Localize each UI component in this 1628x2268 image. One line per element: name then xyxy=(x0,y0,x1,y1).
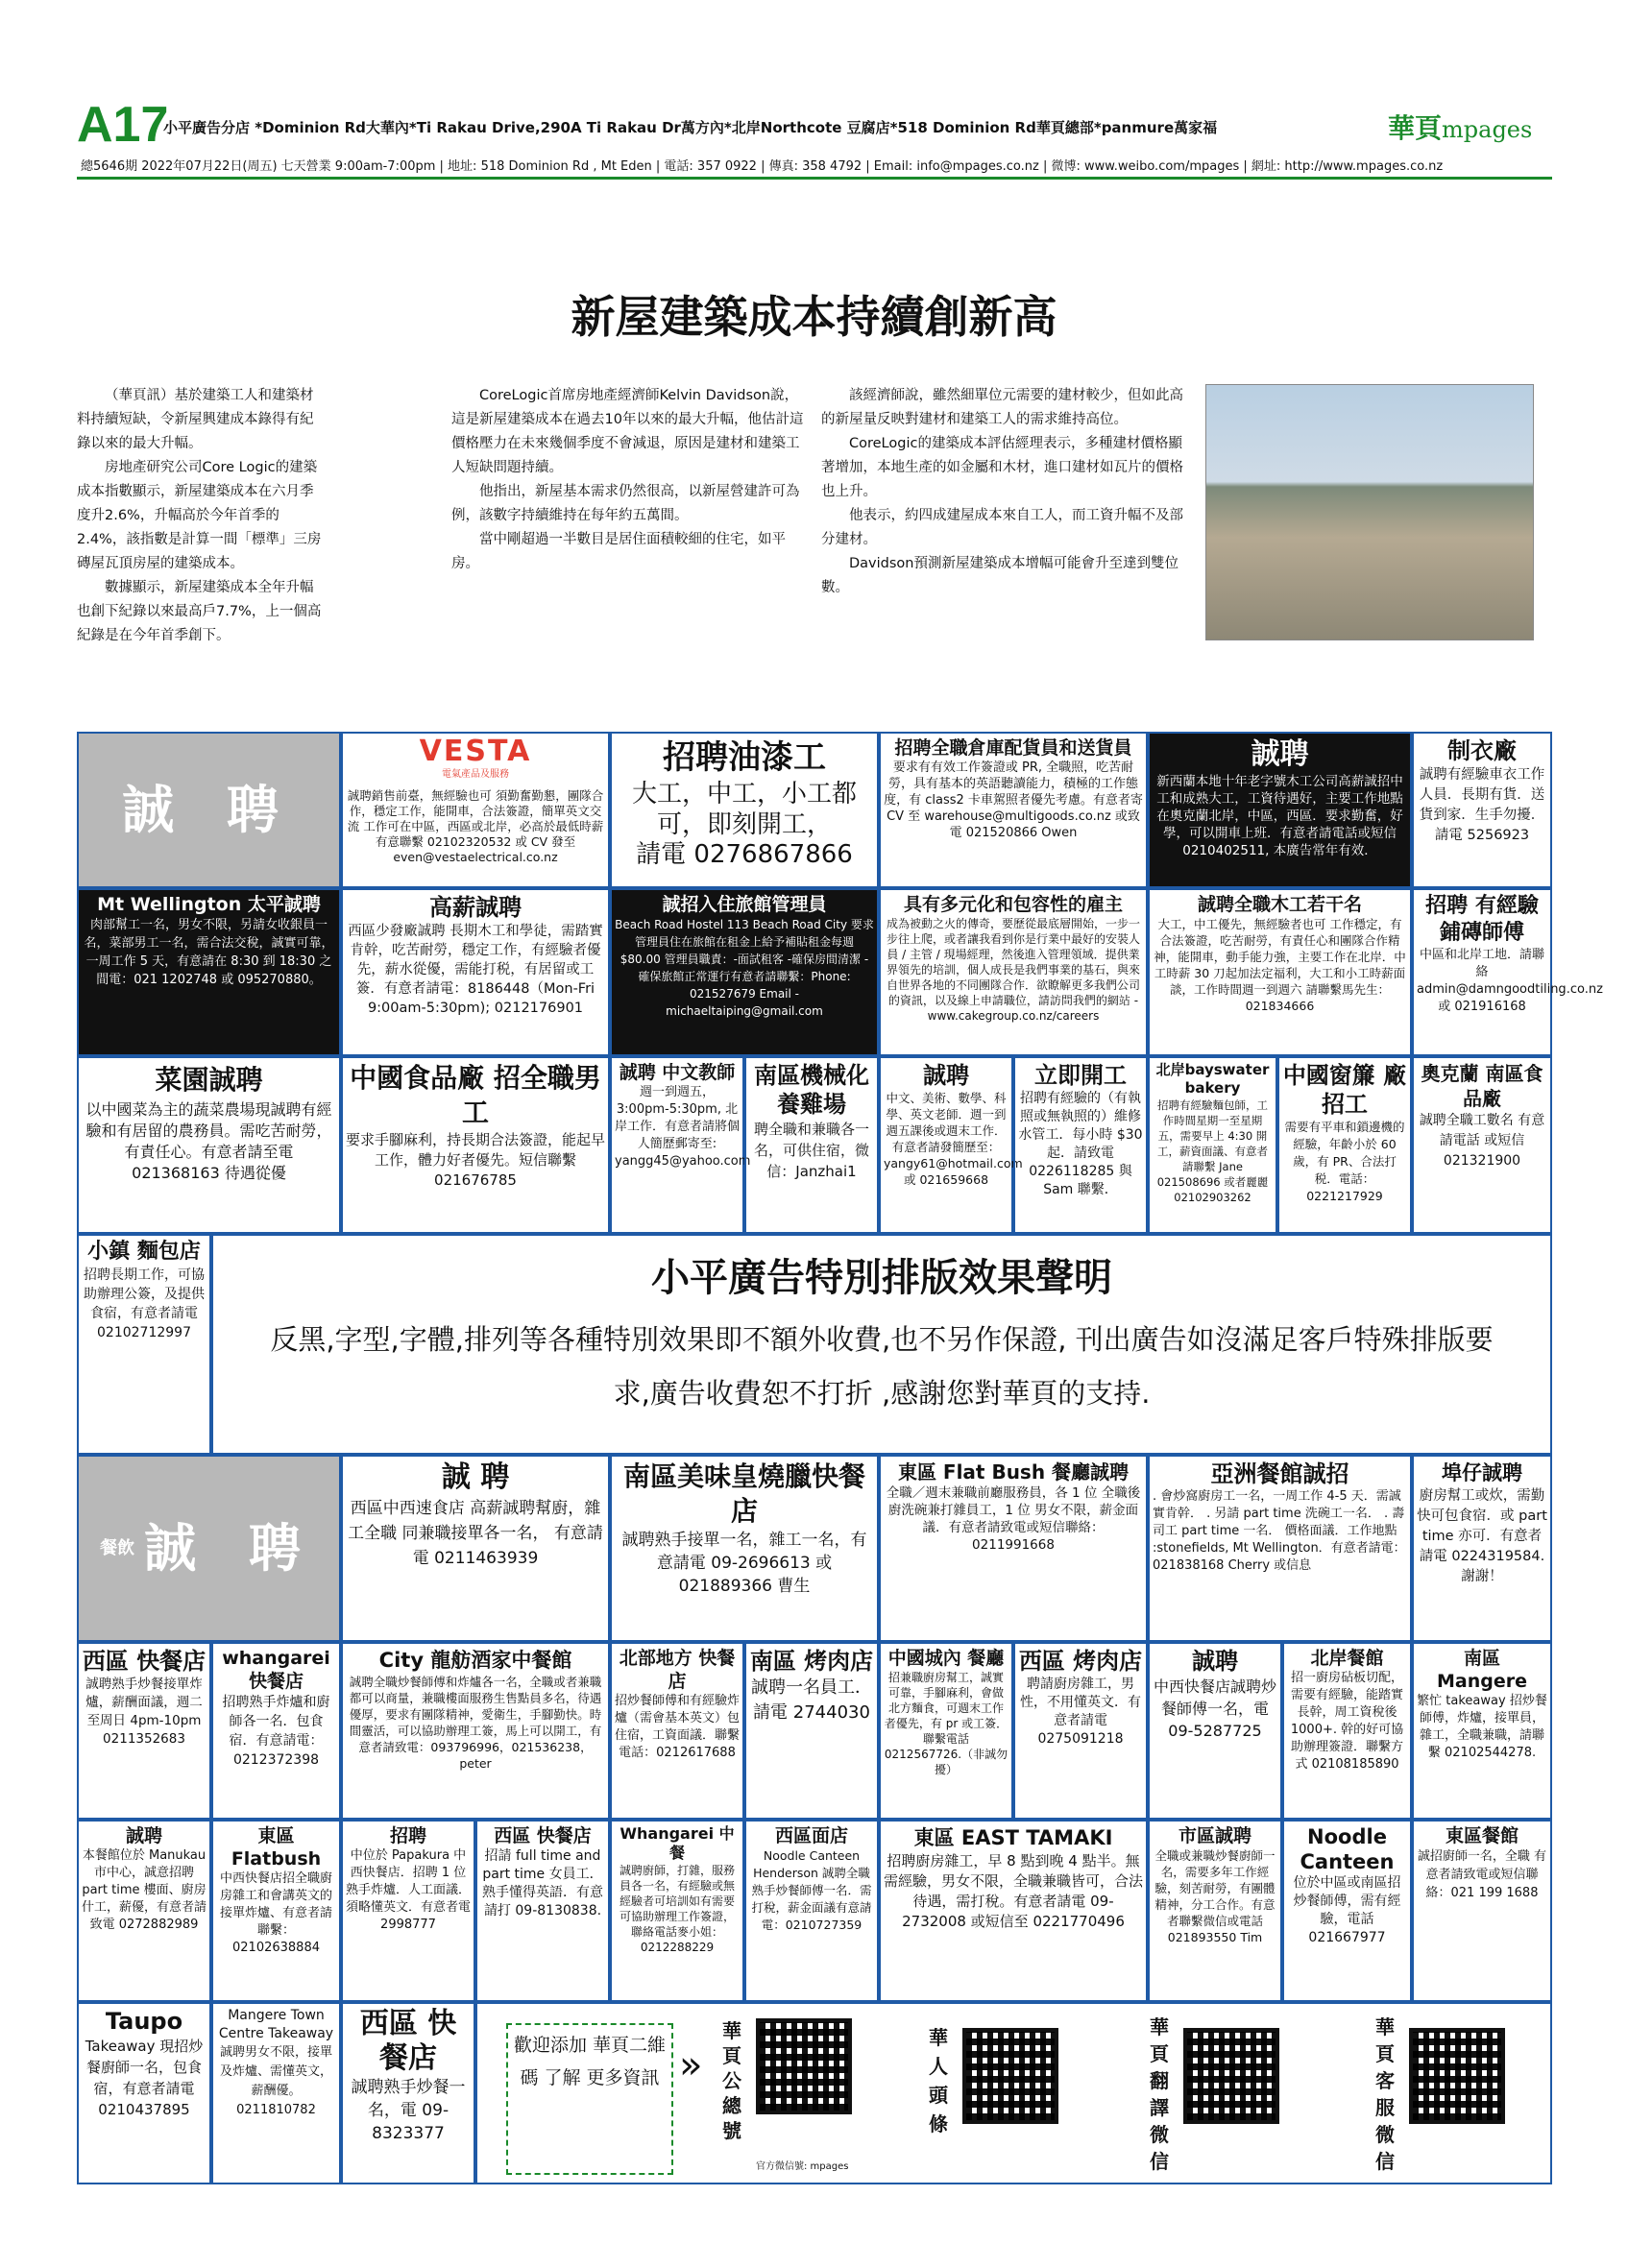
notice-body: 反黑,字型,字體,排列等各種特別效果即不額外收費,也不另作保證, 刊出廣告如沒滿足客戶特殊排版要求,廣告收費恕不打折 ,感謝您對華頁的支持. xyxy=(270,1323,1494,1410)
veg-title: 菜園誠聘 xyxy=(155,1064,263,1096)
body: 招一廚房砧板切配，需要有經驗，能踏實長幹，周工資稅後 1000+. 幹的好可協助辦理簽證．聯繫方式 02108185890 xyxy=(1290,1671,1404,1772)
ad-r6-10 xyxy=(1412,1642,1552,1820)
body: Noodle Canteen Henderson 誠聘全職熟手炒餐師傅一名．需打稅，薪金面議有意請電：0210727359 xyxy=(751,1848,872,1932)
article-title: 新屋建築成本持續創新高 xyxy=(571,291,1057,343)
paragraph: 房地產研究公司Core Logic的建築成本指數顯示，新屋建築成本在六月季度升2.6%，升幅高於今年首季的2.4%，該指數是計算一間「標準」三房磚屋瓦頂房屋的建築成本。 xyxy=(77,460,322,571)
taupo-title: Taupo xyxy=(105,2008,183,2035)
body: 誠聘全職炒餐師傅和炸爐各一名，全職或者兼職都可以商量，兼職樓面服務生售點員多名，待遇優厚，要求有團隊精神，愛衛生，手腳勤快。時間靈活，可以協助辦理工簽，馬上可以開工，有意者請致電：093796996，021536238，peter xyxy=(349,1675,602,1771)
ad-nz-carpentry xyxy=(1148,732,1412,888)
westfast-title: 西區 快餐店 xyxy=(359,2007,457,2075)
bread-body: 招聘長期工作，可協助辦理公簽，及提供食宿，有意者請電 02102712997 xyxy=(84,1267,205,1340)
title: 西區 快餐店 xyxy=(82,1648,207,1675)
ad-food-factory xyxy=(341,1056,610,1234)
qr-code-headline[interactable] xyxy=(962,2028,1058,2124)
house-construction-photo xyxy=(1205,384,1534,640)
ad-hostel xyxy=(610,888,879,1056)
bread-title: 小鎮 麵包店 xyxy=(87,1240,201,1264)
body: 中西快餐店招全職廚房雜工和會講英文的接單炸爐、有意者請聯繫：02102638884 xyxy=(219,1871,332,1955)
branch-addresses: 小平廣告分店 *Dominion Rd大華內*Ti Rakau Drive,290A Ti Rakau Dr萬方內*北岸Northcote 豆腐店*518 Dominion Rd華頁總部*panmure萬家福 xyxy=(163,119,1218,136)
bakery-title: 北岸bayswater bakery xyxy=(1155,1061,1270,1097)
tailor-body: 誠聘有經驗車衣工作人員．長期有貨．送貨到家．生手勿擾．請電 5256923 xyxy=(1419,767,1545,843)
food-title: 中國食品廠 招全職男工 xyxy=(350,1062,601,1128)
curtain-title: 中國窗簾 廠招工 xyxy=(1282,1062,1407,1118)
body: 繁忙 takeaway 招炒餐師傅，炸爐，接單員，雜工，全職兼職，請聯繫 02102544278. xyxy=(1417,1694,1547,1760)
hostel-body: Beach Road Hostel 113 Beach Road City 要求管理員住在旅館在租金上給予補貼租金每週 $80.00 管理員職責：-面試租客 -確保房間清潔 -確保旅館正常運行有意者請聯繫：Phone: 021527679 Email - michaeltaiping@gmail.com xyxy=(615,918,874,1018)
body: 位於中區或南區招炒餐師傅，需有經驗，電話 021667977 xyxy=(1293,1875,1401,1945)
west-title: 誠 聘 xyxy=(441,1460,510,1494)
ad-r6-4 xyxy=(610,1642,744,1820)
body: 中西快餐店誠聘炒餐師傅一名，電 09-5287725 xyxy=(1153,1677,1276,1740)
ad-curtain xyxy=(1277,1056,1412,1234)
ad-chinese-teacher xyxy=(610,1056,751,1234)
ad-r6-3 xyxy=(341,1642,610,1820)
ad-r6-7 xyxy=(1013,1642,1148,1820)
body: 誠聘一名員工．請電 2744030 xyxy=(751,1677,872,1723)
qr4-label: 華頁客服微信 xyxy=(1375,2015,1395,2173)
west-body: 西區中西速食店 高薪誠聘幫廚，雜工全職 同兼職接單各一名， 有意請電 0211463939 xyxy=(348,1499,603,1568)
qr2-label: 華人頭條 xyxy=(929,2026,948,2135)
notice-box xyxy=(211,1234,1552,1455)
body: 聘請廚房雜工，男性，不用懂英文．有意者請電 0275091218 xyxy=(1020,1677,1141,1747)
flatbush-body: 全職／週末兼職前廳服務員，各 1 位 全職後廚洗碗兼打雜員工，1 位 男女不限，薪金面議．有意者請致電或短信聯絡：0211991668 xyxy=(886,1485,1141,1553)
carp-body: 大工，中工優先，無經驗者也可 工作穩定，有合法簽證，吃苦耐勞，有責任心和團隊合作精神，能開車，動手能力強，主要工作在北岸．中工時薪 30 刀起加法定福利，大工和小工時薪面談，工作時間週一到週六 請聯繫馬先生：021834666 xyxy=(1154,917,1406,1013)
article-col-1 xyxy=(77,384,327,648)
title: Whangarei 中餐 xyxy=(620,1824,735,1862)
title: 北部地方 快餐店 xyxy=(619,1648,736,1692)
title: 市區誠聘 xyxy=(1178,1825,1251,1846)
title: 南區 Mangere xyxy=(1437,1648,1527,1692)
teacher-title: 誠聘 中文教師 xyxy=(619,1062,736,1083)
ad-flatbush-restaurant xyxy=(879,1455,1148,1642)
flatbush-title: 東區 Flat Bush 餐廳誠聘 xyxy=(897,1460,1130,1484)
ad-west-fastfood xyxy=(341,1455,610,1642)
title: 誠聘 xyxy=(1192,1648,1238,1675)
tile-body: 中區和北岸工地．請聯絡 admin@damngoodtiling.co.nz 或 021916168 xyxy=(1417,948,1603,1014)
title: 東區 EAST TAMAKI xyxy=(913,1826,1113,1849)
food-body: 要求手腳麻利，持長期合法簽證，能起早工作，體力好者優先。短信聯繫 021676785 xyxy=(346,1131,606,1189)
ad-r6-6 xyxy=(879,1642,1013,1820)
header-rule xyxy=(77,177,1552,180)
mangere-body: 誠聘男女不限，接單及炸爐、需懂英文，薪酬優。0211810782 xyxy=(219,2045,332,2117)
title: 東區 Flatbush xyxy=(231,1825,322,1870)
bakery-body: 招聘有經驗麵包師，工作時間星期一至星期五，需要早上 4:30 開工，薪資面議、有意者請聯繫 Jane 021508696 或者麗麗 02102903262 xyxy=(1156,1098,1269,1204)
ad-r7-7 xyxy=(879,1820,1148,2002)
ad-r7-8 xyxy=(1148,1820,1282,2002)
ad-r7-2 xyxy=(211,1820,341,2002)
ad-warehouse xyxy=(879,732,1148,888)
title: 北岸餐館 xyxy=(1310,1648,1384,1669)
ad-r6-2 xyxy=(211,1642,341,1820)
mtw-body: 肉部幫工一名，男女不限，另請女收銀員一名，菜部男工一名，需合法交稅，誠實可靠，一周工作 5 天，有意請在 8:30 到 18:30 之間電：021 1202748 或 095270880。 xyxy=(84,918,334,987)
banner-text: 誠 聘 xyxy=(144,1517,318,1579)
ad-r7-5 xyxy=(610,1820,744,2002)
asia-body: . 會炒窩廚房工一名，一周工作 4-5 天．需誠實肯幹． . 另請 part time 洗碗工一名． . 壽司工 part time 一名． 價格面議．工作地點 :stonefields, Mt Wellington．有意者請電：021838168 Cherry 或信息 xyxy=(1153,1489,1406,1573)
body: 中位於 Papakura 中西快餐店．招聘 1 位熟手炸爐．人工面議．須略懂英文．有意者電 2998777 xyxy=(346,1848,472,1932)
bbq-body: 誠聘熟手接單一名，雜工一名，有意請電 09-2696613 或 021889366 曹生 xyxy=(621,1531,867,1596)
asia-title: 亞洲餐館誠招 xyxy=(1210,1460,1349,1487)
westfast-body: 誠聘熟手炒餐一名，電 09-8323377 xyxy=(351,2078,466,2143)
paragraph: 他表示，約四成建屋成本來自工人，而工資升幅不及部分建材。 xyxy=(821,508,1183,547)
paragraph: CoreLogic的建築成本評估經理表示，多種建材價格顯著增加，本地生產的如金屬和木材，進口建材如瓦片的價格也上升。 xyxy=(821,436,1183,499)
ad-r7-6 xyxy=(744,1820,879,2002)
body: 誠招廚師一名，全職 有意者請致電或短信聯絡：021 199 1688 xyxy=(1417,1849,1547,1900)
ad-mt-wellington xyxy=(77,888,341,1056)
painter-phone: 請電 0276867866 xyxy=(636,840,853,869)
title: whangarei 快餐店 xyxy=(222,1648,330,1692)
cake-body: 成為被動之火的傳奇，要歷從最底層開始，一步一步往上爬，或者讓我看到你是行業中最好的安裝人員 / 主管 / 現場經理，然後進入管理領域．提供業界領先的培訓，個人成長是我們事業的基石，與來自世界各地的不同團隊合作．欲瞭解更多我們公司的資訊，以及線上申請職位，請訪問我們的網站 - www.cakegroup.co.nz/careers xyxy=(886,917,1140,1023)
restaurant-banner xyxy=(77,1455,341,1642)
painter-body: 大工，中工，小工都可，即刻開工， xyxy=(631,780,857,839)
ad-asia-restaurant xyxy=(1148,1455,1412,1642)
title: 中國城內 餐廳 xyxy=(887,1648,1005,1669)
title: Noodle Canteen xyxy=(1300,1825,1395,1873)
tutor-title: 誠聘 xyxy=(923,1062,969,1089)
ad-r6-9 xyxy=(1282,1642,1412,1820)
teacher-body: 週一到週五，3:00pm-5:30pm, 北岸工作．有意者請將個人簡歷郵寄至: yangg45@yahoo.com xyxy=(615,1085,751,1169)
ad-vegetable-farm xyxy=(77,1056,341,1234)
logo-en: mpages xyxy=(1442,116,1533,143)
banner-small-text: 餐飲 xyxy=(100,1538,135,1558)
paragraph: 數據顯示，新屋建築成本全年升幅也創下紀錄以來最高戶7.7%，上一個高紀錄是在今年首季創下。 xyxy=(77,580,322,643)
ad-woodwork xyxy=(341,888,610,1056)
ad-cake-group xyxy=(879,888,1148,1056)
ad-r6-8 xyxy=(1148,1642,1282,1820)
warehouse-body: 要求有有效工作簽證或 PR, 全職照，吃苦耐勞，具有基本的英語聽讀能力，積極的工作態度，有 class2 卡車駕照者優先考慮。有意者寄 CV 至 warehouse@multigoods.co.nz 或致電 021520866 Owen xyxy=(884,760,1143,840)
qr-code-customer-service[interactable] xyxy=(1409,2028,1505,2124)
paragraph: Davidson預測新屋建築成本增幅可能會升至達到雙位數。 xyxy=(821,556,1178,595)
ad-r7-9 xyxy=(1282,1820,1412,2002)
title: 誠聘 xyxy=(125,1825,162,1846)
bbq-title: 南區美味皇燒臘快餐店 xyxy=(622,1460,865,1527)
ad-west-fast xyxy=(341,2002,475,2184)
warehouse-title: 招聘全職倉庫配貨員和送貨員 xyxy=(894,737,1132,759)
painter-title: 招聘油漆工 xyxy=(663,738,826,777)
tailor-title: 制衣廠 xyxy=(1447,737,1517,764)
ad-plumber xyxy=(1013,1056,1148,1234)
issue-info: 總5646期 2022年07月22日(周五) 七天營業 9:00am-7:00pm | 地址: 518 Dominion Rd , Mt Eden | 電話: 357 0922 | 傳真: 358 4792 | Email: info@mpages.co.nz | 微博: www.weibo.com/mpages | 網址: http://www.mpages.co.nz xyxy=(81,159,1444,174)
body: 誠聘廚師，打雜，服務員各一名，有經驗或無經驗者可培訓如有需要可協助辦理工作簽證，聯絡電話麥小姐：0212288229 xyxy=(619,1864,735,1954)
body: 誠聘熟手炒餐接單炸爐，薪酬面議，週二至周日 4pm-10pm 0211352683 xyxy=(85,1677,203,1747)
title: 招聘 xyxy=(389,1825,426,1846)
ad-chicken-farm xyxy=(744,1056,879,1234)
body: 本餐館位於 Manukau 市中心，誠意招聘 part time 樓面、廚房什工，薪優，有意者請致電 0272882989 xyxy=(82,1848,207,1932)
tutor-body: 中文、美術、數學、科學、英文老師．週一到週五課後或週末工作．有意者請發簡歷至：yangy61@hotmail.com 或 021659668 xyxy=(884,1091,1023,1187)
title: 西區 快餐店 xyxy=(494,1825,592,1846)
nz-title: 誠聘 xyxy=(1251,737,1309,771)
ad-mangere xyxy=(211,2002,341,2184)
vesta-tagline: 電氣產品及服務 xyxy=(442,769,509,780)
ad-carpenter xyxy=(1148,888,1412,1056)
title: 東區餐館 xyxy=(1445,1825,1519,1846)
title: 西區面店 xyxy=(774,1825,848,1846)
ad-bread-shop xyxy=(77,1234,211,1455)
article-col-2 xyxy=(451,384,807,576)
logo-cn: 華頁 xyxy=(1388,112,1443,144)
farm-body: 聘全職和兼職各一名，可供住宿，微信：Janzhai1 xyxy=(753,1121,869,1180)
title: 南區 烤肉店 xyxy=(749,1648,874,1675)
paragraph: 當中剛超過一半數目是居住面積較細的住宅，如平房。 xyxy=(451,532,786,571)
body: 全職或兼職炒餐廚師一名，需要多年工作經驗，刻苦耐勞，有團體精神，分工合作。有意者聯繫微信或電話 021893550 Tim xyxy=(1154,1848,1276,1944)
banner-text: 誠 聘 xyxy=(122,779,296,840)
ad-r7-1 xyxy=(77,1820,211,2002)
title: City 龍舫酒家中餐館 xyxy=(378,1649,572,1672)
ad-auckland-food xyxy=(1412,1056,1552,1234)
notice-title: 小平廣告特別排版效果聲明 xyxy=(651,1256,1112,1300)
nz-body: 新西蘭本地十年老字號木工公司高薪誠招中工和成熟大工，工資待遇好，主要工作地點在奧克蘭北岸，中區，西區．要求勤奮，好學，可以開車上班．有意者請電話或短信 0210402511, 本廣告常年有效． xyxy=(1156,774,1403,858)
paragraph: CoreLogic首席房地產經濟師Kelvin Davidson說，這是新屋建築成本在過去10年以來的最大升幅，他估計這價格壓力在未來幾個季度不會減退，原因是建材和建築工人短缺問題持續。 xyxy=(451,388,804,475)
vesta-body: 誠聘銷售前臺，無經驗也可 須勤奮勤懇，團隊合作，穩定工作，能開車，合法簽證，簡單英文交流 工作可在中區，西區或北岸，必高於最低時薪 有意聯繫 02102320532 或 CV 發至 even@vestaelectrical.co.nz xyxy=(347,788,604,864)
body: 招請 full time and part time 女員工．熟手懂得英語．有意請打 09-8130838. xyxy=(482,1848,603,1918)
title: 西區 烤肉店 xyxy=(1018,1648,1143,1675)
plumb-title: 立即開工 xyxy=(1034,1062,1127,1089)
mtw-title: Mt Wellington 太平誠聘 xyxy=(97,894,321,915)
ad-painter xyxy=(610,732,879,888)
tile-title: 招聘 有經驗 鋪磚師傅 xyxy=(1425,894,1539,945)
ad-r7-3 xyxy=(341,1820,475,2002)
page-number: A17 xyxy=(77,97,169,153)
ad-r6-1 xyxy=(77,1642,211,1820)
arrow-icon: » xyxy=(679,2043,703,2087)
paragraph: 該經濟師說，雖然細單位元需要的建材較少，但如此高的新屋量反映對建材和建築工人的需求維持高位。 xyxy=(821,388,1183,427)
qr1-caption: 官方微信號: mpages xyxy=(756,2161,849,2172)
body: 招兼職廚房幫工，誠實可靠，手腳麻利，會做北方麵食，可週末工作者優先，有 pr 或工簽．聯繫電話 0212567726.（非誠勿擾） xyxy=(884,1671,1008,1776)
qr-code-translation[interactable] xyxy=(1183,2028,1279,2124)
curtain-body: 需要有平車和鎖邊機的經驗，年齡小於 60 歲，有 PR、合法打税．電話：0221217929 xyxy=(1284,1120,1405,1203)
carp-title: 誠聘全職木工若干名 xyxy=(1197,894,1362,915)
ad-bakery xyxy=(1148,1056,1277,1234)
body: 招聘熟手炸爐和廚師各一名．包食宿．有意請電：0212372398 xyxy=(222,1695,330,1768)
vesta-logo: VESTA xyxy=(419,735,532,768)
body: 招聘廚房雜工，早 8 點到晚 4 點半。無需經驗，男女不限，全職兼職皆可，合法待遇，需打稅。有意者請電 09-2732008 或短信至 0221770496 xyxy=(884,1852,1144,1930)
hostel-title: 誠招入住旅館管理員 xyxy=(662,894,827,915)
farm-title: 南區機械化養雞場 xyxy=(754,1062,869,1118)
wood-body: 西區少發廠誠聘 長期木工和學徒，需踏實肯幹，吃苦耐勞，穩定工作，有經驗者優先，薪水從優，需能打税，有居留或工簽．有意者請電：8186448（Mon-Fri 9:00am-5:30pm); 0212176901 xyxy=(348,924,603,1016)
akl-body: 誠聘全職工數名 有意請電話 或短信 021321900 xyxy=(1419,1113,1545,1169)
ad-r6-5 xyxy=(744,1642,879,1820)
hiring-banner xyxy=(77,732,341,888)
ad-fauzai xyxy=(1412,1455,1552,1642)
cake-title: 具有多元化和包容性的雇主 xyxy=(903,894,1123,915)
qr-promo-bar xyxy=(475,2002,1552,2184)
qr1-label: 華頁公總號 xyxy=(722,2019,741,2142)
ad-tiler xyxy=(1412,888,1603,1056)
qr3-label: 華頁翻譯微信 xyxy=(1150,2015,1169,2173)
ad-vesta xyxy=(341,732,610,888)
plumb-body: 招聘有經驗的（有執照或無執照的）維修水管工．每小時 $30 起．請致電 0226118285 與 Sam 聯繫． xyxy=(1018,1091,1143,1197)
qr-code-official[interactable] xyxy=(756,2018,852,2114)
ad-r7-10 xyxy=(1412,1820,1552,2002)
ad-taupo xyxy=(77,2002,211,2184)
ad-tutor xyxy=(879,1056,1023,1234)
ad-r7-4 xyxy=(475,1820,610,2002)
fauzai-body: 廚房幫工或炊，需勤快可包食宿．或 part time 亦可．有意者請電 0224319584. 謝謝！ xyxy=(1417,1488,1547,1584)
ad-tailor xyxy=(1412,732,1552,888)
paragraph: 他指出，新屋基本需求仍然很高，以新屋營建許可為例，該數字持續維持在每年約五萬間。 xyxy=(451,484,800,523)
mpages-logo xyxy=(1388,108,1532,146)
wood-title: 高薪誠聘 xyxy=(429,894,522,921)
akl-title: 奧克蘭 南區食品廠 xyxy=(1421,1062,1543,1110)
ad-south-bbq xyxy=(610,1455,879,1642)
taupo-body: Takeaway 現招炒餐廚師一名，包食宿，有意者請電 0210437895 xyxy=(85,2038,204,2118)
article-col-3 xyxy=(821,384,1186,600)
veg-body: 以中國菜為主的蔬菜農場現誠聘有經驗和有居留的農務員。需吃苦耐勞，有責任心。有意者請至電 021368163 待遇從優 xyxy=(85,1100,332,1182)
mangere-title: Mangere Town Centre Takeaway xyxy=(218,2008,334,2041)
body: 招炒餐師傅和有經驗炸爐（需會基本英文）包住宿，工資面議．聯繫電話：0212617688 xyxy=(615,1694,741,1760)
fauzai-title: 埠仔誠聘 xyxy=(1442,1461,1522,1484)
promo-box: 歡迎添加 華頁二維碼 了解 更多資訊 xyxy=(506,2023,673,2175)
paragraph: （華頁訊）基於建築工人和建築材料持續短缺，令新屋興建成本錄得有紀錄以來的最大升幅。 xyxy=(77,388,314,451)
